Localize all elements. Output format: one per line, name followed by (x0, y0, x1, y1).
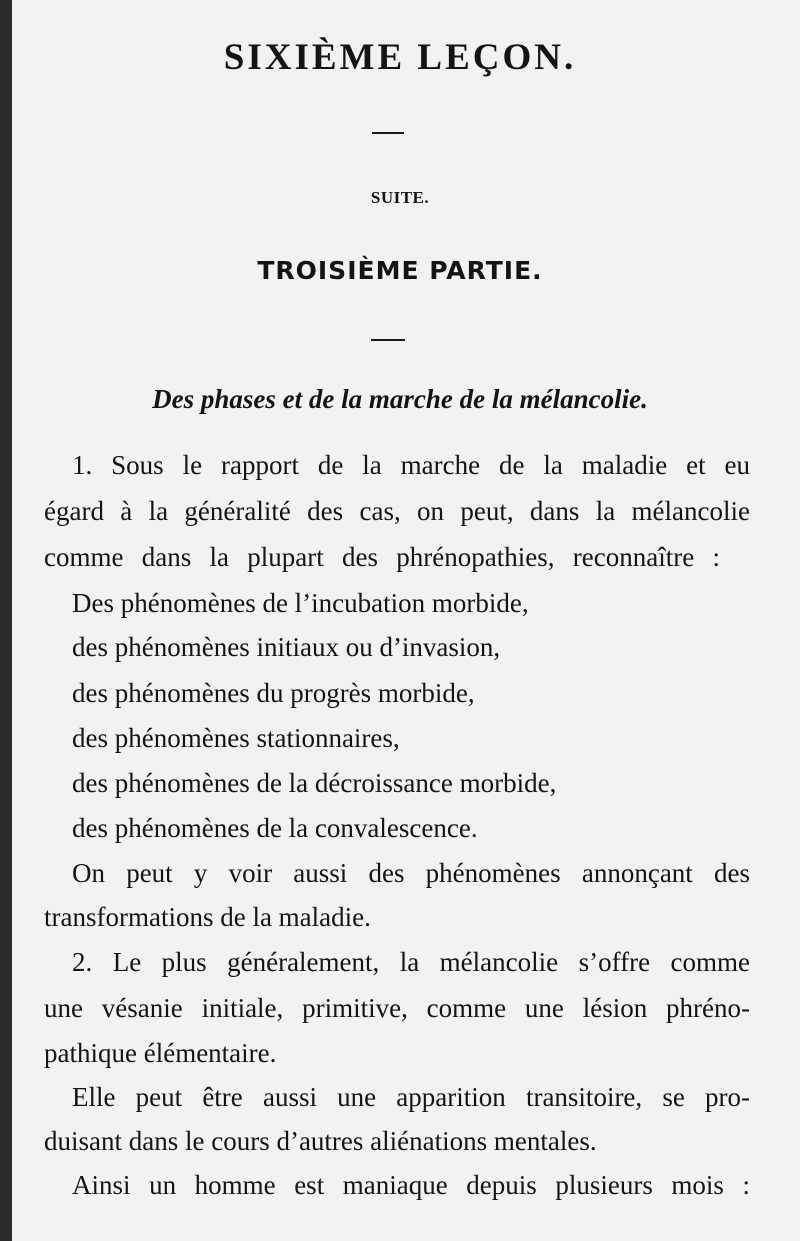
lecon-title: SIXIÈME LEÇON. (223, 37, 577, 78)
suite-label: SUITE. (370, 188, 430, 207)
text-line: des phénomènes de la convalescence. (72, 813, 478, 843)
text-line: des phénomènes du progrès morbide, (72, 678, 475, 708)
text-line: 2. Le plus généralement, la mélancolie s’offre comme (72, 947, 750, 977)
text-line: des phénomènes initiaux ou d’invasion, (72, 632, 501, 662)
text-line: égard à la généralité des cas, on peut, dans la mélancolie (44, 496, 750, 526)
partie-title: TROISIÈME PARTIE. (257, 256, 543, 285)
text-line: Des phénomènes de l’incubation morbide, (72, 588, 529, 618)
text-line: des phénomènes de la décroissance morbide, (72, 768, 557, 798)
page-edge-shadow (0, 0, 12, 1241)
section-subtitle: Des phases et de la marche de la mélancolie. (152, 384, 648, 414)
text-line: Elle peut être aussi une apparition transitoire, se pro- (72, 1082, 750, 1112)
text-line: des phénomènes stationnaires, (72, 723, 400, 753)
text-line: une vésanie initiale, primitive, comme une lésion phréno- (44, 993, 750, 1023)
text-line: 1. Sous le rapport de la marche de la maladie et eu (72, 450, 750, 480)
text-line: pathique élémentaire. (44, 1038, 277, 1068)
separator-rule (371, 339, 405, 341)
separator-rule (372, 132, 404, 134)
text-line: Ainsi un homme est maniaque depuis plusieurs mois : (72, 1170, 750, 1200)
text-line: comme dans la plupart des phrénopathies, reconnaître : (44, 542, 720, 572)
text-line: duisant dans le cours d’autres aliénations mentales. (44, 1126, 597, 1156)
text-line: transformations de la maladie. (44, 902, 371, 932)
text-line: On peut y voir aussi des phénomènes annonçant des (72, 858, 750, 888)
